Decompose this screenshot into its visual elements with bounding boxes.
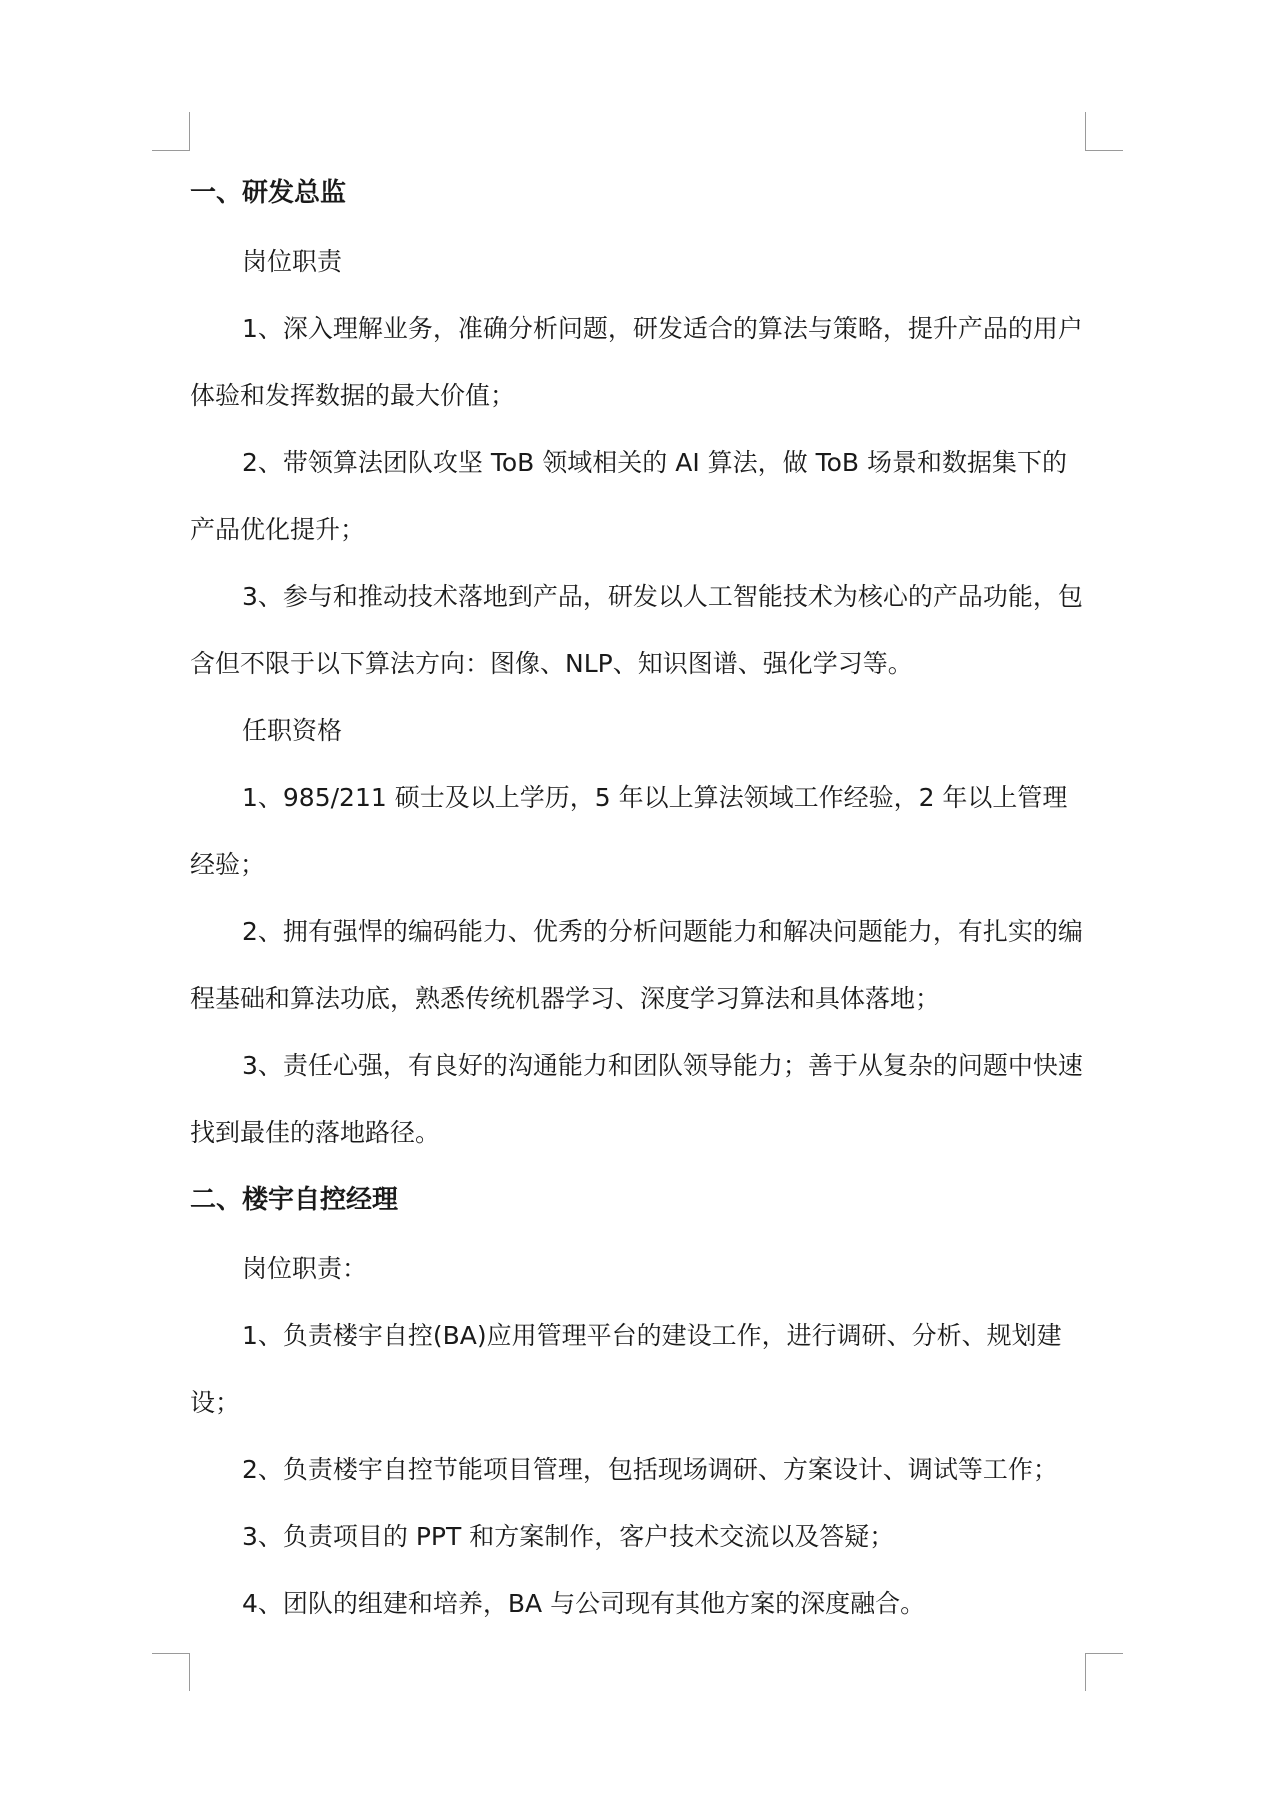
crop-mark-bottom-right-vertical <box>1085 1653 1086 1691</box>
duties-title: 岗位职责 <box>242 247 343 276</box>
duty-item: 3、负责项目的 PPT 和方案制作，客户技术交流以及答疑； <box>242 1522 895 1551</box>
duty-item: 2、负责楼宇自控节能项目管理，包括现场调研、方案设计、调试等工作； <box>242 1455 1058 1484</box>
crop-mark-bottom-left-vertical <box>189 1653 190 1691</box>
qualification-item: 2、拥有强悍的编码能力、优秀的分析问题能力和解决问题能力，有扎实的编程基础和算法功底，熟悉传统机器学习、深度学习算法和具体落地； <box>190 917 1083 1013</box>
crop-mark-top-right-vertical <box>1085 112 1086 150</box>
crop-mark-top-left-horizontal <box>152 150 190 151</box>
qualifications-title: 任职资格 <box>242 716 343 745</box>
section-rd-director <box>190 176 1090 1166</box>
crop-mark-bottom-left-horizontal <box>152 1653 190 1654</box>
section-heading: 一、研发总监 <box>190 178 347 208</box>
crop-mark-top-left-vertical <box>189 112 190 150</box>
section-building-automation-manager <box>190 1183 1090 1637</box>
crop-mark-bottom-right-horizontal <box>1085 1653 1123 1654</box>
section-heading: 二、楼宇自控经理 <box>190 1185 399 1215</box>
duty-item: 4、团队的组建和培养，BA 与公司现有其他方案的深度融合。 <box>242 1589 926 1618</box>
qualification-item: 3、责任心强，有良好的沟通能力和团队领导能力；善于从复杂的问题中快速找到最佳的落地路径。 <box>190 1051 1083 1147</box>
qualification-item: 1、985/211 硕士及以上学历，5 年以上算法领域工作经验，2 年以上管理经验； <box>190 783 1068 879</box>
duty-item: 3、参与和推动技术落地到产品，研发以人工智能技术为核心的产品功能，包含但不限于以下算法方向：图像、NLP、知识图谱、强化学习等。 <box>190 582 1083 678</box>
duty-item: 2、带领算法团队攻坚 ToB 领域相关的 AI 算法，做 ToB 场景和数据集下的产品优化提升； <box>190 448 1068 544</box>
duty-item: 1、负责楼宇自控(BA)应用管理平台的建设工作，进行调研、分析、规划建设； <box>190 1321 1062 1417</box>
duties-title: 岗位职责： <box>242 1254 368 1283</box>
crop-mark-top-right-horizontal <box>1085 150 1123 151</box>
document-body <box>190 176 1090 1637</box>
duty-item: 1、深入理解业务，准确分析问题，研发适合的算法与策略，提升产品的用户体验和发挥数据的最大价值； <box>190 314 1083 410</box>
